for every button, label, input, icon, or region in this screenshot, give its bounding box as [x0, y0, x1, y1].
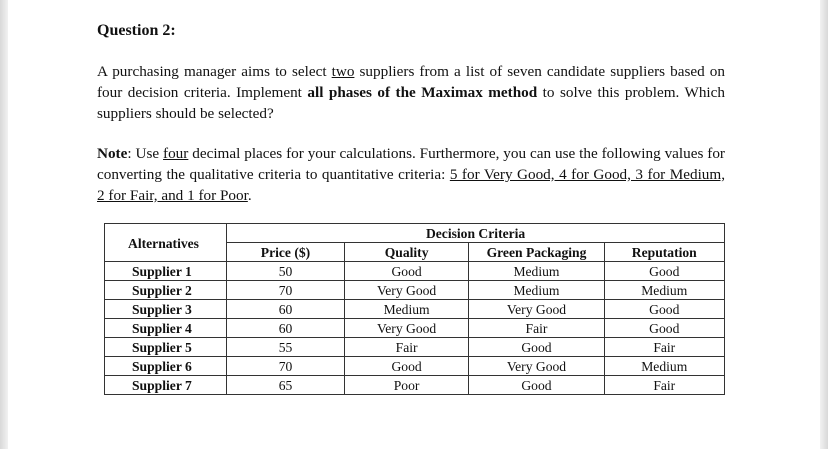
reputation-cell: Good: [604, 262, 724, 281]
green-packaging-cell: Medium: [469, 262, 604, 281]
green-packaging-cell: Very Good: [469, 357, 604, 376]
table-row: [105, 357, 725, 376]
question-text-a: A purchasing manager aims to select: [97, 63, 332, 80]
decision-criteria-table: [104, 223, 725, 395]
table-row: [105, 319, 725, 338]
quality-cell: Medium: [344, 300, 469, 319]
note-text-underlined: four: [163, 145, 189, 162]
quality-cell: Poor: [344, 376, 469, 395]
reputation-cell: Good: [604, 300, 724, 319]
supplier-name: Supplier 1: [105, 262, 227, 281]
supplier-name: Supplier 2: [105, 281, 227, 300]
alternatives-header: Alternatives: [105, 224, 227, 262]
table-row: [105, 338, 725, 357]
supplier-name: Supplier 3: [105, 300, 227, 319]
reputation-cell: Good: [604, 319, 724, 338]
question-text-underlined: two: [331, 63, 355, 80]
reputation-cell: Medium: [604, 281, 724, 300]
quality-cell: Very Good: [344, 319, 469, 338]
supplier-name: Supplier 5: [105, 338, 227, 357]
price-cell: 55: [227, 338, 345, 357]
reputation-cell: Fair: [604, 338, 724, 357]
price-cell: 60: [227, 300, 345, 319]
decision-criteria-header: Decision Criteria: [227, 224, 725, 243]
price-cell: 70: [227, 357, 345, 376]
price-cell: 50: [227, 262, 345, 281]
page-edge-right: [820, 0, 828, 449]
price-cell: 65: [227, 376, 345, 395]
question-text-c: to solve this problem. Which suppliers should be selected?: [97, 84, 725, 122]
reputation-column-header: Reputation: [604, 243, 724, 262]
table-header-row-1: [105, 224, 725, 243]
question-paragraph: [97, 61, 725, 124]
quality-cell: Fair: [344, 338, 469, 357]
supplier-name: Supplier 6: [105, 357, 227, 376]
table-row: [105, 262, 725, 281]
supplier-name: Supplier 7: [105, 376, 227, 395]
question-text-b: suppliers from a list of seven candidate suppliers based on four decision criteria. Implement: [97, 63, 725, 101]
reputation-cell: Fair: [604, 376, 724, 395]
note-text-b: decimal places for your calculations. Furthermore, you can use the following values for converting the qualitative criteria to quantitative criteria:: [97, 145, 725, 183]
quality-cell: Very Good: [344, 281, 469, 300]
quality-cell: Good: [344, 357, 469, 376]
price-column-header: Price ($): [227, 243, 345, 262]
note-text-a: : Use: [127, 145, 164, 162]
table-row: [105, 376, 725, 395]
question-text-bold: all phases of the Maximax method: [307, 84, 538, 101]
page-edge-left: [0, 0, 8, 449]
green-packaging-cell: Fair: [469, 319, 604, 338]
question-title: Question 2:: [97, 22, 176, 39]
price-cell: 60: [227, 319, 345, 338]
green-packaging-cell: Good: [469, 376, 604, 395]
table-row: [105, 281, 725, 300]
supplier-name: Supplier 4: [105, 319, 227, 338]
table-row: [105, 300, 725, 319]
green-packaging-cell: Good: [469, 338, 604, 357]
reputation-cell: Medium: [604, 357, 724, 376]
green-packaging-cell: Very Good: [469, 300, 604, 319]
quality-cell: Good: [344, 262, 469, 281]
quality-column-header: Quality: [344, 243, 469, 262]
note-label: Note: [97, 145, 128, 162]
green-packaging-cell: Medium: [469, 281, 604, 300]
note-paragraph: [97, 143, 725, 206]
note-end: .: [247, 187, 252, 204]
green-packaging-column-header: Green Packaging: [469, 243, 604, 262]
note-conversion-values: 5 for Very Good, 4 for Good, 3 for Medium, 2 for Fair, and 1 for Poor: [97, 166, 725, 204]
price-cell: 70: [227, 281, 345, 300]
